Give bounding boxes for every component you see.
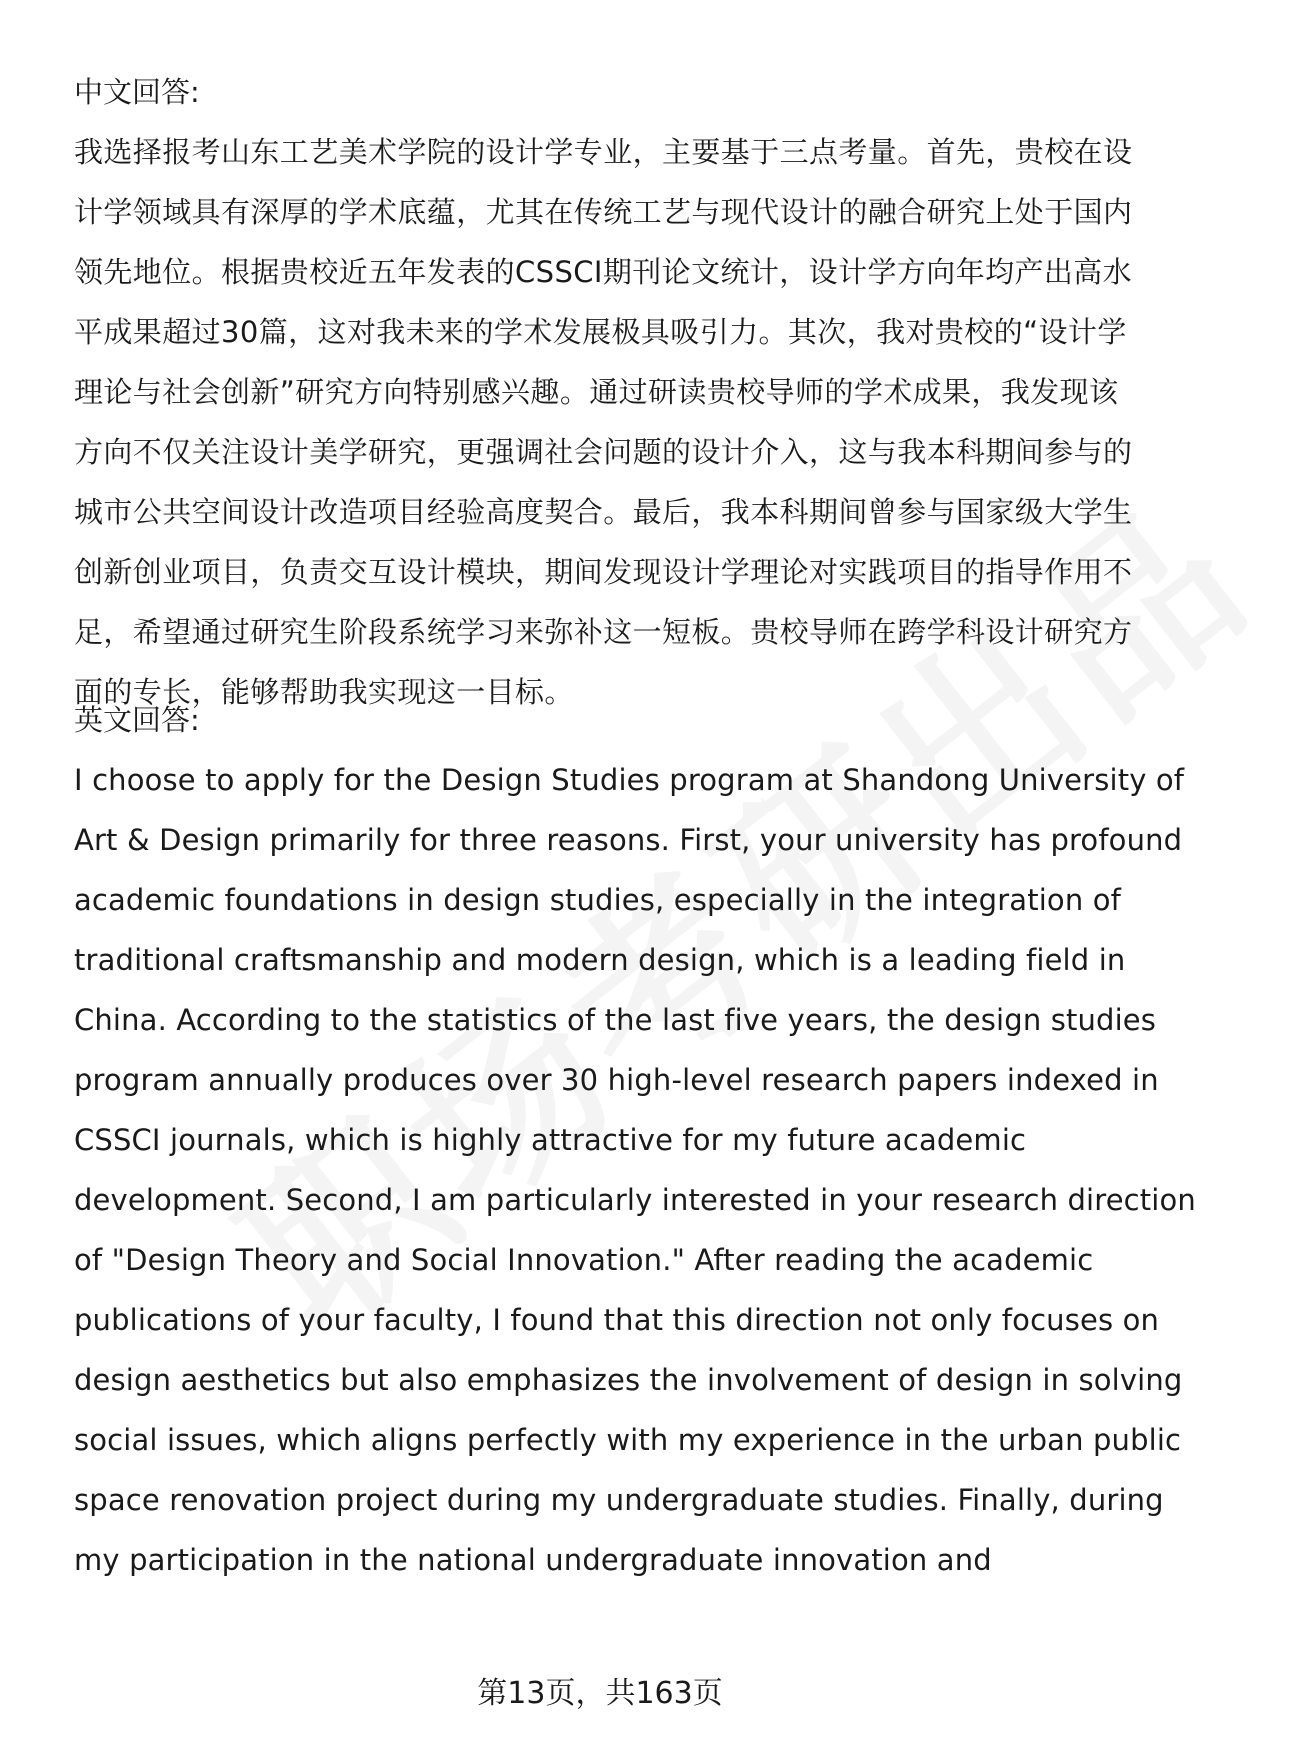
page-number-footer: 第13页，共163页 — [477, 1676, 723, 1711]
en-line: design aesthetics but also emphasizes the involvement of design in solving — [74, 1363, 1183, 1397]
en-answer-paragraph — [74, 750, 1196, 1590]
zh-line: 计学领域具有深厚的学术底蕴，尤其在传统工艺与现代设计的融合研究上处于国内 — [74, 195, 1133, 229]
en-line: China. According to the statistics of the last five years, the design studies — [74, 1003, 1157, 1037]
en-line: Art & Design primarily for three reasons. First, your university has profound — [74, 823, 1183, 857]
en-line: my participation in the national undergraduate innovation and — [74, 1543, 992, 1577]
en-line: program annually produces over 30 high-level research papers indexed in — [74, 1063, 1159, 1097]
zh-line: 我选择报考山东工艺美术学院的设计学专业，主要基于三点考量。首先，贵校在设 — [74, 135, 1133, 169]
en-line: of "Design Theory and Social Innovation." After reading the academic — [74, 1243, 1094, 1277]
en-line: traditional craftsmanship and modern design, which is a leading field in — [74, 943, 1126, 977]
zh-line: 创新创业项目，负责交互设计模块，期间发现设计学理论对实践项目的指导作用不 — [74, 555, 1133, 589]
en-line: academic foundations in design studies, especially in the integration of — [74, 883, 1121, 917]
zh-line: 方向不仅关注设计美学研究，更强调社会问题的设计介入，这与我本科期间参与的 — [74, 435, 1133, 469]
zh-line: 面的专长，能够帮助我实现这一目标。 — [74, 675, 574, 709]
page-content — [74, 62, 1196, 1590]
zh-line: 城市公共空间设计改造项目经验高度契合。最后，我本科期间曾参与国家级大学生 — [74, 495, 1133, 529]
zh-line: 平成果超过30篇，这对我未来的学术发展极具吸引力。其次，我对贵校的“设计学 — [74, 315, 1127, 349]
en-line: I choose to apply for the Design Studies program at Shandong University of — [74, 763, 1185, 797]
zh-line: 足，希望通过研究生阶段系统学习来弥补这一短板。贵校导师在跨学科设计研究方 — [74, 615, 1133, 649]
en-line: CSSCI journals, which is highly attractive for my future academic — [74, 1123, 1027, 1157]
en-line: social issues, which aligns perfectly with my experience in the urban public — [74, 1423, 1182, 1457]
en-line: space renovation project during my undergraduate studies. Finally, during — [74, 1483, 1164, 1517]
en-answer-heading: 英文回答: — [74, 703, 200, 737]
en-line: publications of your faculty, I found that this direction not only focuses on — [74, 1303, 1159, 1337]
en-line: development. Second, I am particularly interested in your research direction — [74, 1183, 1196, 1217]
zh-line: 理论与社会创新”研究方向特别感兴趣。通过研读贵校导师的学术成果，我发现该 — [74, 375, 1119, 409]
zh-line: 领先地位。根据贵校近五年发表的CSSCI期刊论文统计，设计学方向年均产出高水 — [74, 255, 1133, 289]
zh-answer-heading: 中文回答: — [74, 75, 200, 109]
zh-answer-paragraph — [74, 122, 1158, 709]
